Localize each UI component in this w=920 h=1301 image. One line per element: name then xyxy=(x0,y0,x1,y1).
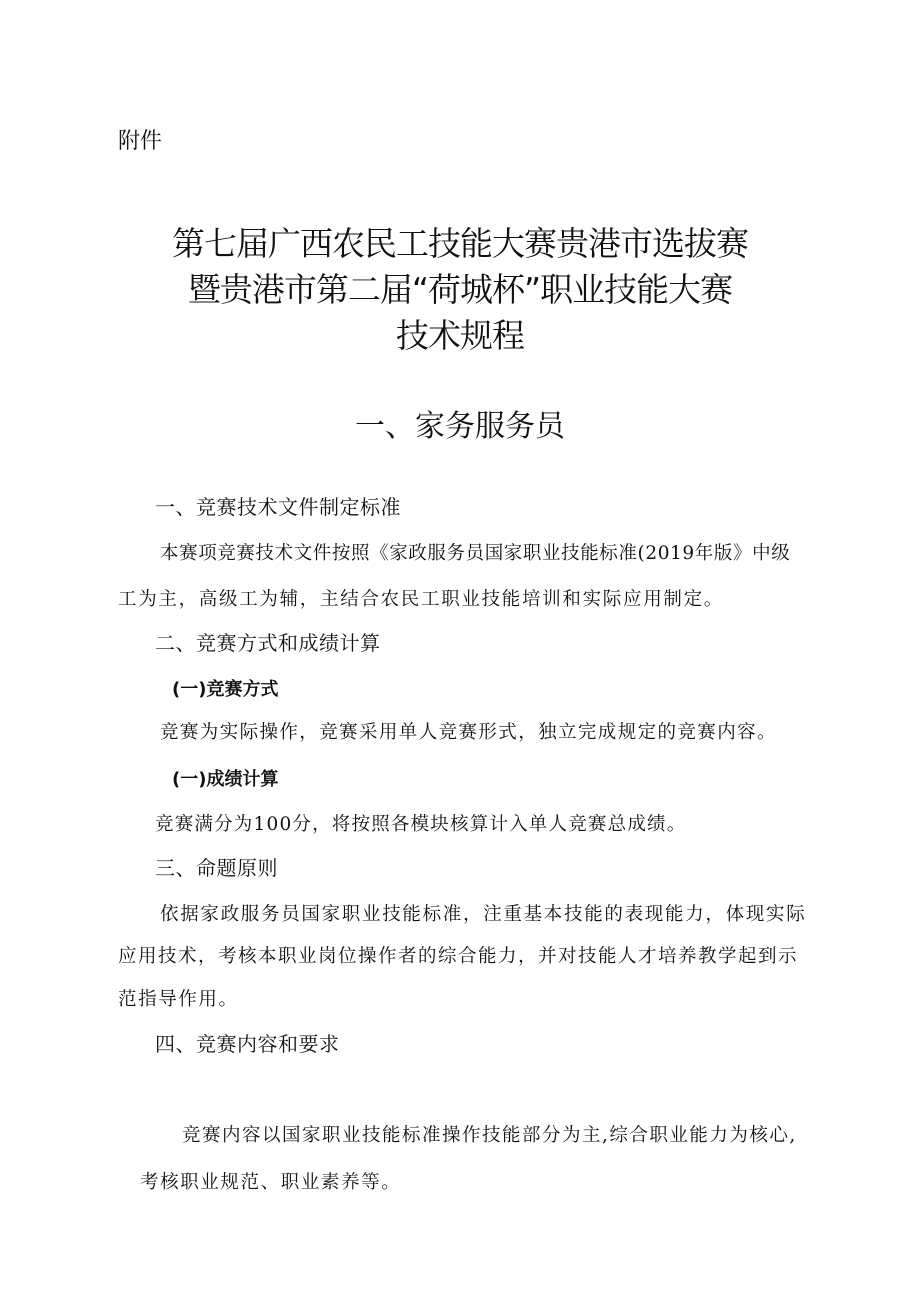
paragraph-line: 考核职业规范、职业素养等。 xyxy=(140,1172,402,1193)
section-title: 一、家务服务员 xyxy=(355,409,565,444)
attachment-label: 附件 xyxy=(118,129,163,154)
subheading-scoring: (一)成绩计算 xyxy=(172,769,279,790)
paragraph-line: 工为主，高级工为辅，主结合农民工职业技能培训和实际应用制定。 xyxy=(118,589,725,610)
heading-method-scoring: 二、竞赛方式和成绩计算 xyxy=(155,631,381,655)
subheading-method: (一)竞赛方式 xyxy=(172,679,279,700)
title-line-3: 技术规程 xyxy=(396,316,524,355)
title-line-1: 第七届广西农民工技能大赛贵港市选拔赛 xyxy=(172,224,748,263)
paragraph-line: 应用技术，考核本职业岗位操作者的综合能力，并对技能人才培养教学起到示 xyxy=(118,946,799,967)
heading-content-requirements: 四、竞赛内容和要求 xyxy=(155,1032,340,1056)
paragraph-line: 本赛项竞赛技术文件按照《家政服务员国家职业技能标准(2019年版》中级 xyxy=(160,543,791,564)
heading-principles: 三、命题原则 xyxy=(155,856,278,880)
heading-standards: 一、竞赛技术文件制定标准 xyxy=(155,495,401,519)
paragraph-line: 依据家政服务员国家职业技能标准，注重基本技能的表现能力，体现实际 xyxy=(160,904,807,925)
paragraph-line: 竞赛内容以国家职业技能标准操作技能部分为主,综合职业能力为核心, xyxy=(182,1125,797,1146)
paragraph-line: 范指导作用。 xyxy=(118,989,239,1010)
paragraph-line: 竞赛满分为100分，将按照各模块核算计入单人竞赛总成绩。 xyxy=(155,814,687,835)
title-line-2: 暨贵港市第二届“荷城杯”职业技能大赛 xyxy=(187,270,733,309)
paragraph-line: 竞赛为实际操作，竞赛采用单人竞赛形式，独立完成规定的竞赛内容。 xyxy=(160,722,777,743)
